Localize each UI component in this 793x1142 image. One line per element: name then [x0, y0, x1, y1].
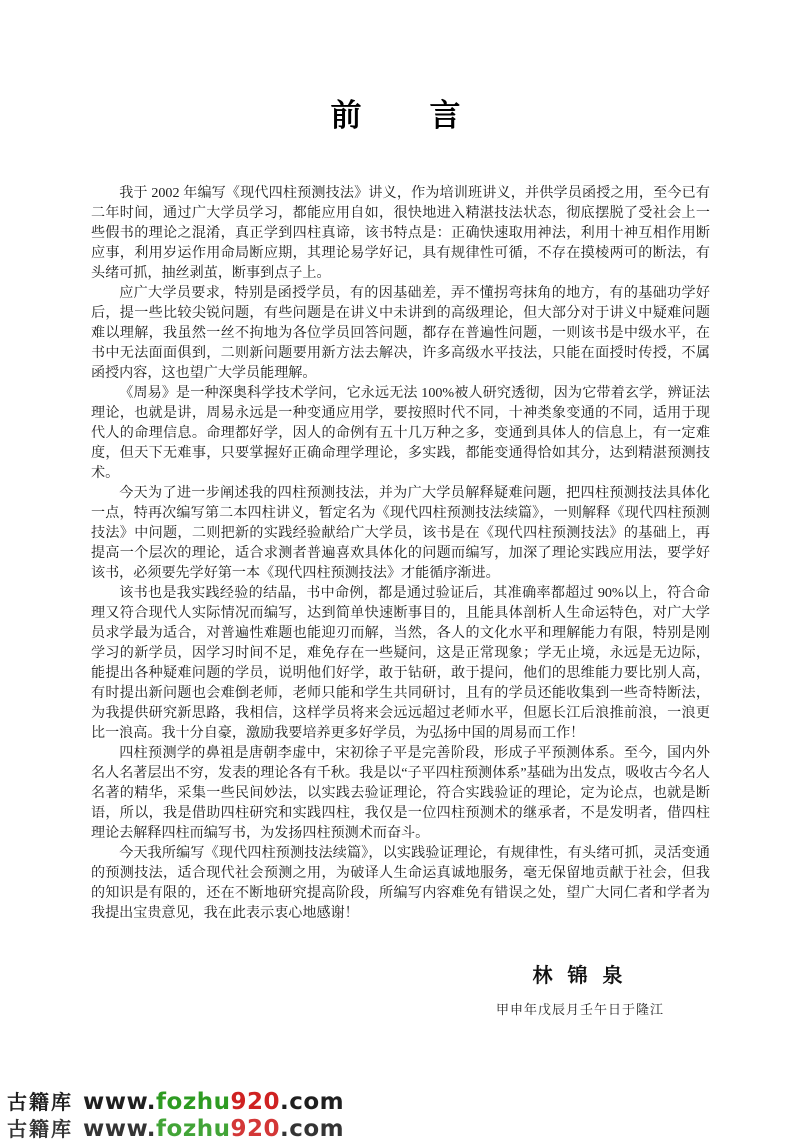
author-signature: 林 锦 泉	[532, 965, 628, 987]
dateline: 甲申年戊辰月壬午日于隆江	[495, 1002, 664, 1017]
watermark-url-920: 920	[230, 1089, 280, 1115]
page-title: 前 言	[330, 98, 463, 133]
watermark-url-com: .com	[279, 1089, 345, 1115]
watermark-url-www-clipped: www.	[83, 1116, 157, 1142]
watermark-url-fozhu: fozhu	[156, 1089, 231, 1115]
watermark-url	[83, 1089, 344, 1115]
watermark-url-com-clipped: .com	[279, 1116, 345, 1142]
watermark-url-920-clipped: 920	[230, 1116, 280, 1142]
paragraph-7: 今天我所编写《现代四柱预测技法续篇》，以实践验证理论，有规律性，有头绪可抓，灵活变通的预测技法，适合现代社会预测之用，为破译人生命运真诚地服务，毫无保留地贡献于社会，但我的知识是有限的，还在不断地研究提高阶段，所编写内容难免有错误之处，望广大同仁者和学者为我提出宝贵意见，我在此表示衷心地感谢！	[91, 845, 710, 921]
paragraph-4: 今天为了进一步阐述我的四柱预测技法，并为广大学员解释疑难问题，把四柱预测技法具体化一点，特再次编写第二本四柱讲义，暂定名为《现代四柱预测技法续篇》，一则解释《现代四柱预测技法》中问题，二则把新的实践经验献给广大学员，该书是在《现代四柱预测技法》的基础上，再提高一个层次的理论，适合求测者普遍喜欢具体化的问题而编写，加深了理论实践应用法，要学好该书，必须要先学好第一本《现代四柱预测技法》才能循序渐进。	[91, 485, 710, 581]
watermark-clipped-duplicate	[7, 1113, 345, 1142]
watermark-library-label: 古籍库	[7, 1090, 73, 1114]
watermark-url-www: www.	[83, 1089, 157, 1115]
paragraph-3: 《周易》是一种深奥科学技术学问，它永远无法 100%被人研究透彻，因为它带着玄学，辨证法理论，也就是讲，周易永远是一种变通应用学，要按照时代不同，十神类象变通的不同，适用于现代人的命理信息。命理都好学，因人的命例有五十几万种之多，变通到具体人的信息上，有一定难度，但天下无难事，只要掌握好正确命理学理论，多实践，都能变通得恰如其分，达到精湛预测技术。	[91, 385, 710, 481]
watermark	[7, 1086, 344, 1115]
paragraph-5: 该书也是我实践经验的结晶，书中命例，都是通过验证后，其准确率都超过 90%以上，符合命理又符合现代人实际情况而编写，达到简单快速断事目的，且能具体剖析人生命运特色，对广大学员求学最为适合，对普遍性难题也能迎刃而解，当然，各人的文化水平和理解能力有限，特别是刚学习的新学员，因学习时间不足，难免存在一些疑问，这是正常现象；学无止境，永远是无边际，能提出各种疑难问题的学员，说明他们好学，敢于钻研，敢于提问，他们的思维能力要比别人高，有时提出新问题也会难倒老师，老师只能和学生共同研讨，且有的学员还能收集到一些奇特断法，为我提供研究新思路，我相信，这样学员将来会远远超过老师水平，但愿长江后浪推前浪，一浪更比一浪高。我十分自豪，激励我要培养更多好学员，为弘扬中国的周易而工作！	[91, 585, 710, 741]
paragraph-2: 应广大学员要求，特别是函授学员，有的因基础差，弄不懂拐弯抹角的地方，有的基础功学好后，提一些比较尖锐问题，有些问题是在讲义中未讲到的高级理论，但大部分对于讲义中疑难问题难以理解，我虽然一丝不拘地为各位学员回答问题，都存在普遍性问题，一则该书是中级水平，在书中无法面面俱到，二则新问题要用新方法去解决，许多高级水平技法，只能在面授时传授，不属函授内容，这也望广大学员能理解。	[91, 285, 710, 381]
signature-block	[450, 959, 710, 1018]
paragraph-1: 我于 2002 年编写《现代四柱预测技法》讲义，作为培训班讲义，并供学员函授之用，至今已有二年时间，通过广大学员学习，都能应用自如，很快地进入精湛技法状态，彻底摆脱了受社会上一些假书的理论之混淆，真正学到四柱真谛，该书特点是：正确快速取用神法，利用十神互相作用断应事，利用岁运作用命局断应期，其理论易学好记，具有规律性可循，不存在摸棱两可的断法，有头绪可抓，抽丝剥茧，断事到点子上。	[91, 185, 710, 281]
watermark-library-label-clipped: 古籍库	[7, 1117, 73, 1141]
watermark-url-fozhu-clipped: fozhu	[156, 1116, 231, 1142]
preface-body	[91, 183, 710, 923]
paragraph-6: 四柱预测学的鼻祖是唐朝李虚中，宋初徐子平是完善阶段，形成子平预测体系。至今，国内外名人名著层出不穷，发表的理论各有千秋。我是以“子平四柱预测体系”基础为出发点，吸收古今名人名著的精华，采集一些民间妙法，以实践去验证理论，符合实践验证的理论，定为论点，也就是断语，所以，我是借助四柱研究和实践四柱，我仅是一位四柱预测术的继承者，不是发明者，借四柱理论去解释四柱而编写书，为发扬四柱预测术而奋斗。	[91, 745, 710, 841]
watermark-url-clipped	[83, 1116, 344, 1142]
